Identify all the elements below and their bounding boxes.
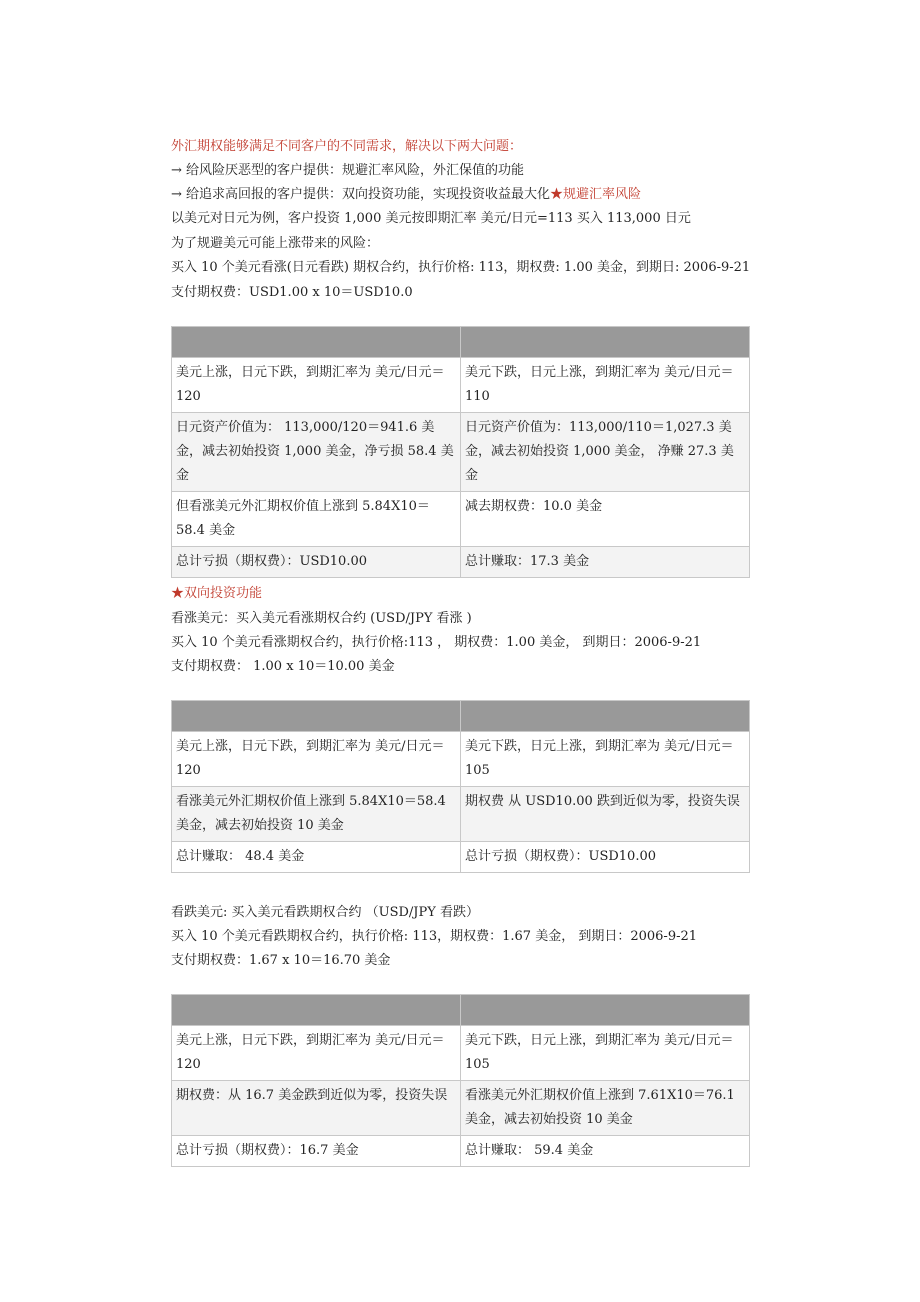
table-cell: 美元上涨，日元下跌，到期汇率为 美元/日元＝120 <box>172 358 461 413</box>
intro-line-3: 以美元对日元为例，客户投资 1,000 美元按即期汇率 美元/日元=113 买入 113,000 日元 <box>171 211 691 226</box>
intro-line-2 <box>171 186 641 204</box>
intro-title: 外汇期权能够满足不同客户的不同需求，解决以下两大问题： <box>171 139 523 154</box>
table-cell: 总计亏损（期权费）：16.7 美金 <box>172 1136 461 1167</box>
section-2-line-1: 看涨美元：买入美元看涨期权合约 (USD/JPY 看涨 ) <box>171 611 472 626</box>
table-cell: 美元下跌，日元上涨，到期汇率为 美元/日元＝105 <box>461 732 750 787</box>
section-3-line-1: 看跌美元: 买入美元看跌期权合约 （USD/JPY 看跌） <box>171 905 479 920</box>
table-row <box>172 1026 750 1081</box>
intro-line-1: → 给风险厌恶型的客户提供：规避汇率风险，外汇保值的功能 <box>171 163 525 178</box>
table-cell: 但看涨美元外汇期权价值上涨到 5.84X10＝58.4 美金 <box>172 492 461 547</box>
section-3-line-2: 买入 10 个美元看跌期权合约，执行价格: 113，期权费：1.67 美金， 到期日：2006-9-21 <box>171 929 698 944</box>
table-header-cell <box>461 327 750 358</box>
table-cell: 期权费 从 USD10.00 跌到近似为零，投资失误 <box>461 787 750 842</box>
section-2-heading <box>171 585 262 603</box>
call-table <box>171 700 750 873</box>
table-cell: 期权费：从 16.7 美金跌到近似为零，投资失误 <box>172 1081 461 1136</box>
table-cell: 日元资产价值为：113,000/110＝1,027.3 美金，减去初始投资 1,000 美金， 净赚 27.3 美金 <box>461 413 750 492</box>
table-cell: 总计赚取：17.3 美金 <box>461 547 750 578</box>
section-3-line-3: 支付期权费：1.67 x 10＝16.70 美金 <box>171 953 391 968</box>
table-row <box>172 1081 750 1136</box>
table-cell: 总计赚取： 48.4 美金 <box>172 842 461 873</box>
table-header-cell <box>172 327 461 358</box>
table-cell: 美元下跌，日元上涨，到期汇率为 美元/日元＝110 <box>461 358 750 413</box>
table-header-cell <box>461 995 750 1026</box>
table-cell: 日元资产价值为： 113,000/120＝941.6 美金，减去初始投资 1,000 美金，净亏损 58.4 美金 <box>172 413 461 492</box>
intro-line-4: 为了规避美元可能上涨带来的风险： <box>171 236 380 251</box>
table-cell: 美元下跌，日元上涨，到期汇率为 美元/日元＝105 <box>461 1026 750 1081</box>
intro-line-2-text: → 给追求高回报的客户提供：双向投资功能，实现投资收益最大化 <box>171 187 551 202</box>
table-row <box>172 413 750 492</box>
table-cell: 总计亏损（期权费）：USD10.00 <box>172 547 461 578</box>
table-header-row <box>172 995 750 1026</box>
table-row <box>172 732 750 787</box>
table-cell: 美元上涨，日元下跌，到期汇率为 美元/日元＝120 <box>172 732 461 787</box>
table-row <box>172 1136 750 1167</box>
table-header-cell <box>461 701 750 732</box>
table-header-row <box>172 701 750 732</box>
intro-line-6: 支付期权费：USD1.00 x 10＝USD10.0 <box>171 285 413 300</box>
table-row <box>172 547 750 578</box>
table-row <box>172 492 750 547</box>
table-cell: 看涨美元外汇期权价值上涨到 7.61X10＝76.1 美金，减去初始投资 10 美金 <box>461 1081 750 1136</box>
put-table <box>171 994 750 1167</box>
table-header-cell <box>172 701 461 732</box>
section-2-line-2: 买入 10 个美元看涨期权合约，执行价格:113 ， 期权费：1.00 美金， 到期日：2006-9-21 <box>171 635 702 650</box>
star-icon: ★ <box>550 187 564 202</box>
table-cell: 美元上涨，日元下跌，到期汇率为 美元/日元＝120 <box>172 1026 461 1081</box>
section-2-line-3: 支付期权费： 1.00 x 10＝10.00 美金 <box>171 659 395 674</box>
intro-line-5: 买入 10 个美元看涨(日元看跌) 期权合约，执行价格: 113，期权费: 1.00 美金，到期日: 2006-9-21 <box>171 260 751 275</box>
table-cell: 总计亏损（期权费）：USD10.00 <box>461 842 750 873</box>
section-heading-hedge: 规避汇率风险 <box>563 187 642 202</box>
table-cell: 减去期权费：10.0 美金 <box>461 492 750 547</box>
table-header-row <box>172 327 750 358</box>
table-cell: 总计赚取： 59.4 美金 <box>461 1136 750 1167</box>
table-cell: 看涨美元外汇期权价值上涨到 5.84X10＝58.4 美金，减去初始投资 10 美金 <box>172 787 461 842</box>
table-row <box>172 358 750 413</box>
hedge-table <box>171 326 750 578</box>
table-row <box>172 842 750 873</box>
star-icon: ★ <box>171 586 185 601</box>
section-heading-two-way: 双向投资功能 <box>184 586 263 601</box>
table-row <box>172 787 750 842</box>
table-header-cell <box>172 995 461 1026</box>
